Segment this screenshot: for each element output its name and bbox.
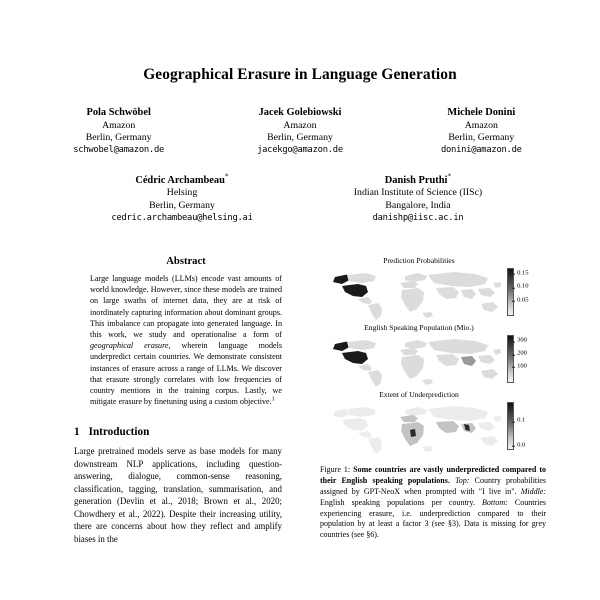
panel-title: Extent of Underprediction [379,390,459,399]
colorbar [501,266,546,322]
author-block [64,171,300,224]
author-location: Bangalore, India [385,199,451,211]
author-name: Michele Donini [447,107,516,119]
map-midtone-regions [461,356,476,366]
abstract-part-1: Large language models (LLMs) encode vast amounts of world knowledge. However, since these models are trained on large swaths of internet data, they are at risk of inordinately capturing information about dominant groups. This imbalance can propagate into generated language. In this work, we study and operationalise a form of [90,274,282,340]
panel-body [320,333,546,389]
figure-middle-label: Middle: [520,486,547,496]
abstract-part-2: , wherein language models underpredict certain countries. We demonstrate consistent instances of erasure across a range of LLMs. We discover that erasure strongly correlates with low frequencies of country mentions in the training corpus. Lastly, we mitigate erasure by finetuning using a custom objective. [90,341,282,407]
authors-row-2 [0,171,600,224]
world-map-chart [320,333,501,389]
author-name [64,171,300,187]
figure-caption-bold: Some countries are vastly underpredicted compared to their English speaking populations. [320,465,546,485]
author-name-text: Danish Pruthi [384,175,448,187]
figure-panel-extent-of-underprediction [320,390,546,456]
abstract-heading: Abstract [166,256,206,267]
colorbar-tick: 0.0 [514,443,525,450]
panel-title: Prediction Probabilities [383,256,455,265]
colorbar-gradient [507,268,514,316]
panel-title: English Speaking Population (Mio.) [364,323,474,332]
author-affiliation: Amazon [464,119,498,131]
author-location: Berlin, Germany [448,132,515,144]
author-affiliation: Indian Institute of Science (IISc) [353,187,483,199]
world-map-svg [320,400,501,456]
author-block [209,106,390,156]
colorbar-ticks [514,268,544,314]
colorbar-gradient [507,335,514,383]
colorbar-ticks [514,335,544,381]
author-name-text: Cédric Archambeau [135,175,225,187]
authors-row-1 [0,106,600,156]
abstract-italic-term: geographical erasure [90,341,169,351]
author-name [300,171,536,187]
abstract-footnote-marker[interactable]: 1 [271,396,275,403]
author-name: Pola Schwöbel [86,107,151,119]
left-column [74,256,298,600]
figure-panel-english-speaking-population [320,323,546,389]
colorbar-tick: 300 [514,338,527,345]
author-footnote-marker: * [447,171,452,181]
author-affiliation: Amazon [102,119,136,131]
right-column [320,256,546,600]
colorbar-gradient [507,402,514,450]
figure-top-label: Top: [455,475,470,485]
author-email[interactable]: schwobel@amazon.de [73,145,165,156]
author-location: Berlin, Germany [149,199,215,211]
author-location: Berlin, Germany [85,132,152,144]
world-map-svg [320,333,501,389]
author-block [28,106,209,156]
author-block [300,171,536,224]
section-1-number: 1 [74,426,80,439]
figure-label: Figure 1: [320,465,351,474]
author-location: Berlin, Germany [267,132,333,144]
colorbar-tick: 0.05 [514,298,529,305]
colorbar [501,400,546,456]
author-email[interactable]: donini@amazon.de [440,145,522,156]
figure-bottom-label: Bottom: [481,497,508,507]
panel-body [320,400,546,456]
abstract-body [90,273,282,407]
section-1-body: Large pretrained models serve as base models for many downstream NLP applications, including question-answering, dialogue, common-sense reasoning, classification, tagging, translation, summarisation, and generation (Devlin et al., 2018; Brown et al., 2020; Chowdhery et al., 2022). Despite their increasing utility, there are concerns about how they reflect and amplify biases in the [74,446,282,544]
author-affiliation: Helsing [166,187,198,199]
page-title: Geographical Erasure in Language Generation [143,66,457,83]
panel-body [320,266,546,322]
figure-1 [320,256,546,541]
world-map-chart [320,400,501,456]
figure-middle-text: English speaking populations per country. [320,497,475,507]
figure-top-text: Country probabilities assigned by GPT-NeoX when prompted with "I live in". [320,475,547,496]
author-footnote-marker: * [224,171,229,181]
colorbar [501,333,546,389]
body-columns [0,256,600,600]
author-affiliation: Amazon [283,119,317,131]
author-email[interactable]: danishp@iisc.ac.in [372,212,464,223]
author-email[interactable]: cedric.archambeau@helsing.ai [111,212,253,223]
author-block [391,106,572,156]
figure-bottom-text: Countries experiencing erasure, i.e. underprediction compared to their population by at least a factor 3 (see §3). Data is missing for grey countries (see §6). [320,497,546,540]
section-1-title: Introduction [88,426,150,439]
figure-caption [320,465,546,541]
figure-panel-prediction-probabilities [320,256,546,322]
world-map-chart [320,266,501,322]
colorbar-tick: 200 [514,351,527,358]
colorbar-ticks [514,402,544,448]
author-name: Jacek Golebiowski [258,107,342,119]
world-map-svg [320,266,501,322]
colorbar-tick: 0.15 [514,270,529,277]
colorbar-tick: 100 [514,364,527,371]
section-1-heading [74,426,282,438]
author-email[interactable]: jacekgo@amazon.de [257,145,343,156]
colorbar-tick: 0.10 [514,284,529,291]
colorbar-tick: 0.1 [514,418,525,425]
